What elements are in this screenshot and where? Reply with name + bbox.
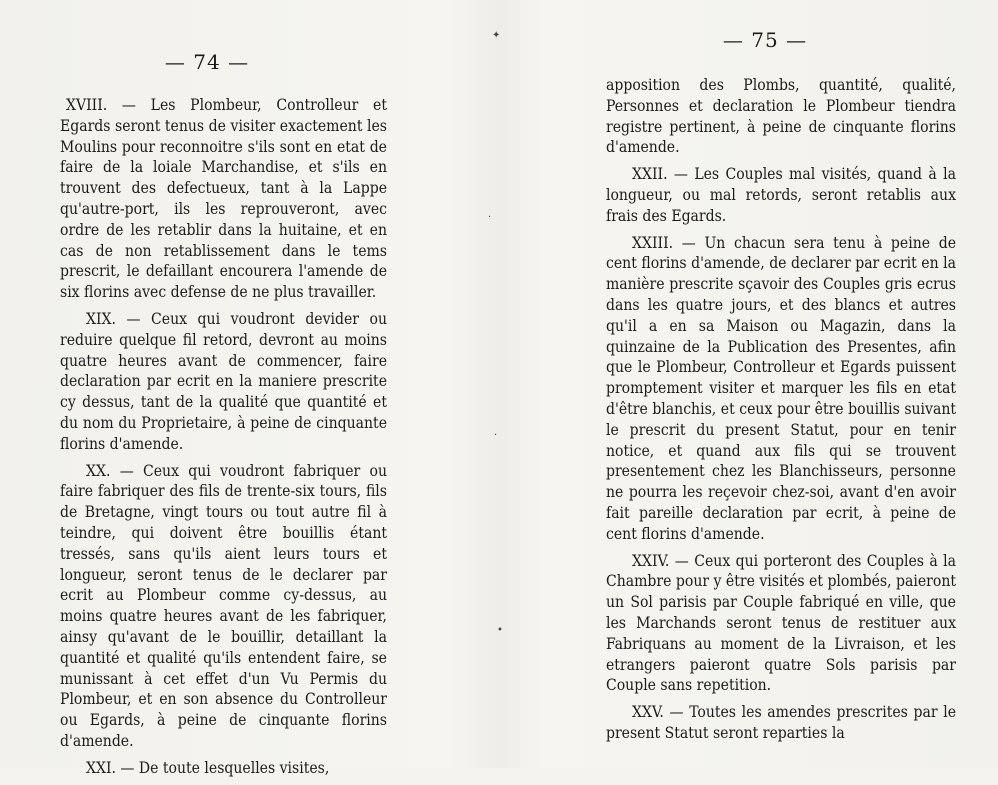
right-page-text (606, 75, 956, 750)
article-xix: XIX. — Ceux qui voudront devider ou reduire quelque fil retord, devront au moins quatre heures avant de commencer, faire declaration par ecrit en la maniere prescrite cy dessus, tant de la qualité que quantité et du nom du Proprietaire, à peine de cinquante florins d'amende. (60, 309, 387, 453)
right-page (499, 0, 998, 768)
left-page-text (60, 95, 387, 785)
article-xxi-start: XXI. — De toute lesquelles visites, (86, 758, 330, 777)
page-number-75: — 75 — (722, 28, 808, 52)
paper-speck: • (497, 625, 503, 636)
article-xxiii: XXIII. — Un chacun sera tenu à peine de cent florins d'amende, de declarer par ecrit en la manière prescrite sçavoir des Couples gris ecrus dans les quatre jours, et des blancs et autres qu'il a en sa Maison ou Magazin, dans la quinzaine de la Publication des Presentes, afin que le Plombeur, Controlleur et Egards puissent promptement visiter et marquer les fils en etat d'être blanchis, et ceux pour être bouillis suivant le prescrit du present Statut, pour en tenir notice, et quand aux fils qui se trouvent presentement chez les Blanchisseurs, personne ne pourra les reçevoir chez-soi, avant d'en avoir fait pareille declaration par ecrit, à peine de cent florins d'amende. (606, 233, 956, 543)
article-xxv-start: XXV. — Toutes les amendes prescrites par le present Statut seront reparties la (606, 703, 956, 742)
paper-speck: ✦ (492, 30, 501, 41)
paper-speck: · (494, 430, 498, 441)
article-xxi-continued: apposition des Plombs, quantité, qualité, Personnes et declaration le Plombeur tiendra registre pertinent, à peine de cinquante florins d'amende. (606, 76, 956, 157)
article-xxiv: XXIV. — Ceux qui porteront des Couples à la Chambre pour y être visités et plombés, paieront un Sol parisis par Couple fabriqué en ville, que les Marchands seront tenus de restituer aux Fabriquans au moment de la Livraison, et les etrangers paieront quatre Sols parisis par Couple sans repetition. (606, 551, 956, 695)
left-page (0, 0, 499, 777)
paper-speck: · (488, 212, 492, 223)
article-xxii: XXII. — Les Couples mal visités, quand à la longueur, ou mal retords, seront retablis aux frais des Egards. (606, 165, 956, 225)
article-xviii: XVIII. — Les Plombeur, Controlleur et Egards seront tenus de visiter exactement les Moulins pour reconnoitre s'ils sont en etat de faire de la loiale Marchandise, et s'ils en trouvent des defectueux, tant à la Lappe qu'autre-port, ils les reprouveront, avec ordre de les retablir dans la huitaine, et en cas de non retablissement dans le tems prescrit, le defaillant encourera l'amende de six florins avec defense de ne plus travailler. (60, 96, 387, 302)
page-number-74: — 74 — (164, 50, 250, 74)
article-xx: XX. — Ceux qui voudront fabriquer ou faire fabriquer des fils de trente-six tours, fils de Bretagne, vingt tours ou tout autre fil à teindre, qui doivent être bouillis étant tressés, sans qu'ils aient leurs tours et longueur, seront tenus de le declarer par ecrit au Plombeur comme cy-dessus, au moins quatre heures avant de les fabriquer, ainsy qu'avant de le bouillir, detaillant la quantité et qualité qu'ils entendent faire, se munissant à cet effet d'un Vu Permis du Plombeur, et en son absence du Controlleur ou Egards, à peine de cinquante florins d'amende. (60, 461, 387, 750)
